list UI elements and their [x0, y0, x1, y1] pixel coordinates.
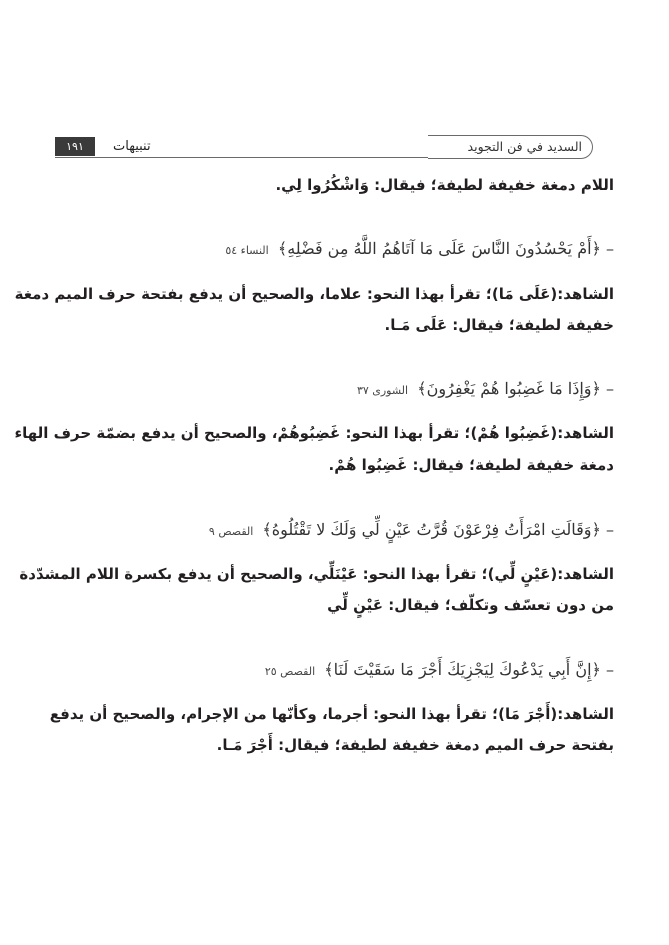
verse-reference: الشورى ٣٧ [356, 384, 409, 397]
commentary-line: خفيفة لطيفة؛ فيقال: عَلَى مَـا. [384, 316, 614, 334]
commentary-line: الشاهد:(عَلَى مَا)؛ تقرأ بهذا النحو: علاما، والصحيح أن يدفع بفتحة حرف الميم دمغة [14, 285, 614, 303]
verse-line [265, 659, 614, 683]
intro-line: اللام دمغة خفيفة لطيفة؛ فيقال: وَاشْكُرُوا لِي. [275, 176, 614, 194]
verse-reference: النساء ٥٤ [225, 244, 269, 257]
verse-text: – ﴿أَمْ يَحْسُدُونَ النَّاسَ عَلَى مَا آتَاهُمُ اللَّهُ مِن فَضْلِهِ﴾ [277, 239, 614, 258]
book-title: السديد في فن التجويد [428, 135, 593, 159]
verse-line [357, 378, 614, 402]
verse-text: – ﴿وَإِذَا مَا غَضِبُوا هُمْ يَغْفِرُونَ﴾ [417, 379, 614, 398]
commentary-line: الشاهد:(عَيْنٍ لِّي)؛ تقرأ بهذا النحو: عَيْنَلِّي، والصحيح أن يدفع بكسرة اللام المشدّدة [19, 565, 614, 583]
commentary-line: من دون تعسّف وتكلّف؛ فيقال: عَيْنٍ لِّي [327, 596, 614, 614]
verse-line [209, 519, 614, 543]
commentary-line: بفتحة حرف الميم دمغة خفيفة لطيفة؛ فيقال: أَجْرَ مَـا. [216, 736, 614, 754]
verse-reference: القصص ٩ [208, 525, 254, 538]
commentary-line: الشاهد:(غَضِبُوا هُمْ)؛ تقرأ بهذا النحو: غَضِبُوهُمْ، والصحيح أن يدفع بضمّة حرف الهاء [14, 424, 614, 442]
commentary-line: دمغة خفيفة لطيفة؛ فيقال: غَضِبُوا هُمْ. [328, 456, 614, 474]
section-name: تنبيهات [113, 139, 151, 154]
verse-line [225, 238, 614, 262]
verse-reference: القصص ٢٥ [264, 665, 316, 678]
verse-text: – ﴿وَقَالَتِ امْرَأَتُ فِرْعَوْنَ قُرَّتُ عَيْنٍ لِّي وَلَكَ لا تَقْتُلُوهُ﴾ [262, 520, 614, 539]
verse-text: – ﴿إِنَّ أَبِي يَدْعُوكَ لِيَجْزِيَكَ أَجْرَ مَا سَقَيْتَ لَنَا﴾ [324, 660, 614, 679]
commentary-line: الشاهد:(أَجْرَ مَا)؛ تقرأ بهذا النحو: أجرما، وكأنّها من الإجرام، والصحيح أن يدفع [49, 705, 614, 723]
page-number: ١٩١ [55, 137, 95, 156]
